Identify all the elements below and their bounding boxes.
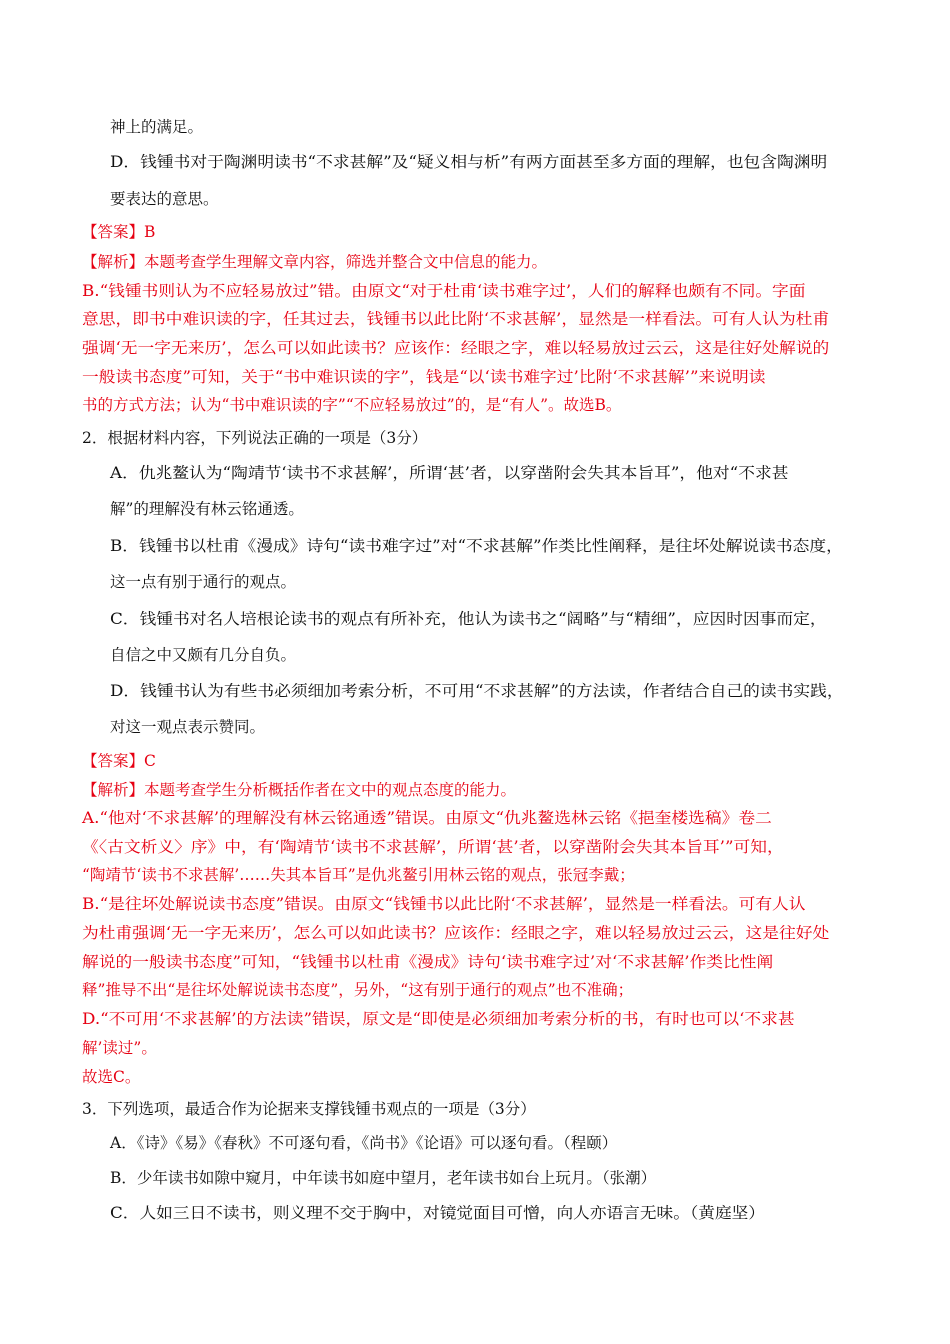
q3-option-c: C．人如三日不读书，则义理不交于胸中，对镜觉面目可憎，向人亦语言无味。（黄庭坚）	[110, 1204, 765, 1222]
analysis-2-intro: 【解析】本题考查学生分析概括作者在文中的观点态度的能力。	[82, 781, 517, 799]
analysis-2-line: “陶靖节‘读书不求甚解’……失其本旨耳”是仇兆鳌引用林云铭的观点，张冠李戴；	[82, 866, 635, 884]
analysis-1-line: B.“钱锺书则认为不应轻易放过”错。由原文“对于杜甫‘读书难字过’，人们的解释也颇有不同。字面	[82, 282, 806, 300]
q2-option-d-line-1: D．钱锺书认为有些书必须细加考索分析，不可用“不求甚解”的方法读，作者结合自己的读书实践，	[110, 682, 844, 700]
analysis-label: 【解析】	[82, 253, 145, 271]
analysis-2-line: 为杜甫强调‘无一字无来历’，怎么可以如此读书？应该作：经眼之字，难以轻易放过云云，这是往好处	[82, 924, 830, 942]
option-d-line-2: 要表达的意思。	[110, 190, 219, 208]
analysis-1-line: 意思，即书中难识读的字，任其过去，钱锺书以此比附‘不求甚解’，显然是一样看法。可有人认为杜甫	[82, 310, 830, 328]
q2-option-c-line-1: C．钱锺书对名人培根论读书的观点有所补充，他认为读书之“阔略”与“精细”，应因时因事而定，	[110, 610, 827, 628]
q2-option-d-line-2: 对这一观点表示赞同。	[110, 718, 266, 736]
analysis-2-line: D.“不可用‘不求甚解’的方法读”错误，原文是“即使是必须细加考索分析的书，有时也可以‘不求甚	[82, 1010, 795, 1028]
analysis-1-line: 一般读书态度”可知，关于“书中难识读的字”，钱是“以‘读书难字过’比附‘不求甚解’”来说明读	[82, 368, 766, 386]
analysis-2-line: 解说的一般读书态度”可知，“钱锺书以杜甫《漫成》诗句‘读书难字过’对‘不求甚解’作类比性阐	[82, 953, 774, 971]
option-c-tail: 神上的满足。	[110, 118, 204, 136]
analysis-2-line: 释”推导不出“是往坏处解说读书态度”，另外，“这有别于通行的观点”也不准确；	[82, 981, 634, 999]
question-2-stem: 2．根据材料内容，下列说法正确的一项是（3分）	[82, 429, 428, 447]
analysis-label: 【解析】	[82, 781, 145, 799]
q2-option-b-line-2: 这一点有别于通行的观点。	[110, 573, 297, 591]
answer-value: B	[144, 223, 156, 241]
question-3-stem: 3．下列选项，最适合作为论据来支撑钱锺书观点的一项是（3分）	[82, 1100, 536, 1118]
analysis-2-line: B.“是往坏处解说读书态度”错误。由原文“钱锺书以此比附‘不求甚解’，显然是一样看法。可有人认	[82, 895, 806, 913]
answer-label: 【答案】	[82, 223, 145, 241]
answer-value: C	[144, 752, 156, 770]
answer-1	[82, 222, 155, 242]
analysis-2-line: 《〈古文析义〉序》中，有‘陶靖节‘读书不求甚解’，所谓‘甚’者，以穿凿附会失其本旨耳’”可知，	[82, 838, 784, 856]
q3-option-a: A．《诗》《易》《春秋》不可逐句看，《尚书》《论语》可以逐句看。（程颐）	[110, 1134, 618, 1152]
q2-option-a-line-1: A．仇兆鳌认为“陶靖节‘读书不求甚解’，所谓‘甚’者，以穿凿附会失其本旨耳”，他对“不求甚	[110, 464, 789, 482]
answer-label: 【答案】	[82, 752, 145, 770]
analysis-2-line: A.“他对‘不求甚解’的理解没有林云铭通透”错误。由原文“仇兆鳌选林云铭《挹奎楼选稿》卷二	[82, 809, 772, 827]
analysis-2-conclusion: 故选C。	[82, 1068, 141, 1086]
analysis-1-line: 强调‘无一字无来历’，怎么可以如此读书？应该作：经眼之字，难以轻易放过云云，这是往好处解说的	[82, 339, 830, 357]
analysis-1-intro: 【解析】本题考查学生理解文章内容，筛选并整合文中信息的能力。	[82, 253, 548, 271]
q2-option-b-line-1: B．钱锺书以杜甫《漫成》诗句“读书难字过”对“不求甚解”作类比性阐释，是往坏处解说读书态度，	[110, 537, 843, 555]
option-d-line-1: D．钱锺书对于陶渊明读书“不求甚解”及“疑义相与析”有两方面甚至多方面的理解，也包含陶渊明	[110, 153, 828, 171]
q2-option-a-line-2: 解”的理解没有林云铭通透。	[110, 500, 304, 518]
q3-option-b: B．少年读书如隙中窥月，中年读书如庭中望月，老年读书如台上玩月。（张潮）	[110, 1169, 657, 1187]
analysis-1-line: 书的方式方法；认为“书中难识读的字”“不应轻易放过”的，是“有人”。故选B。	[82, 396, 622, 414]
analysis-2-line: 解’读过”。	[82, 1039, 157, 1057]
q2-option-c-line-2: 自信之中又颇有几分自负。	[110, 646, 297, 664]
answer-2	[82, 751, 156, 771]
